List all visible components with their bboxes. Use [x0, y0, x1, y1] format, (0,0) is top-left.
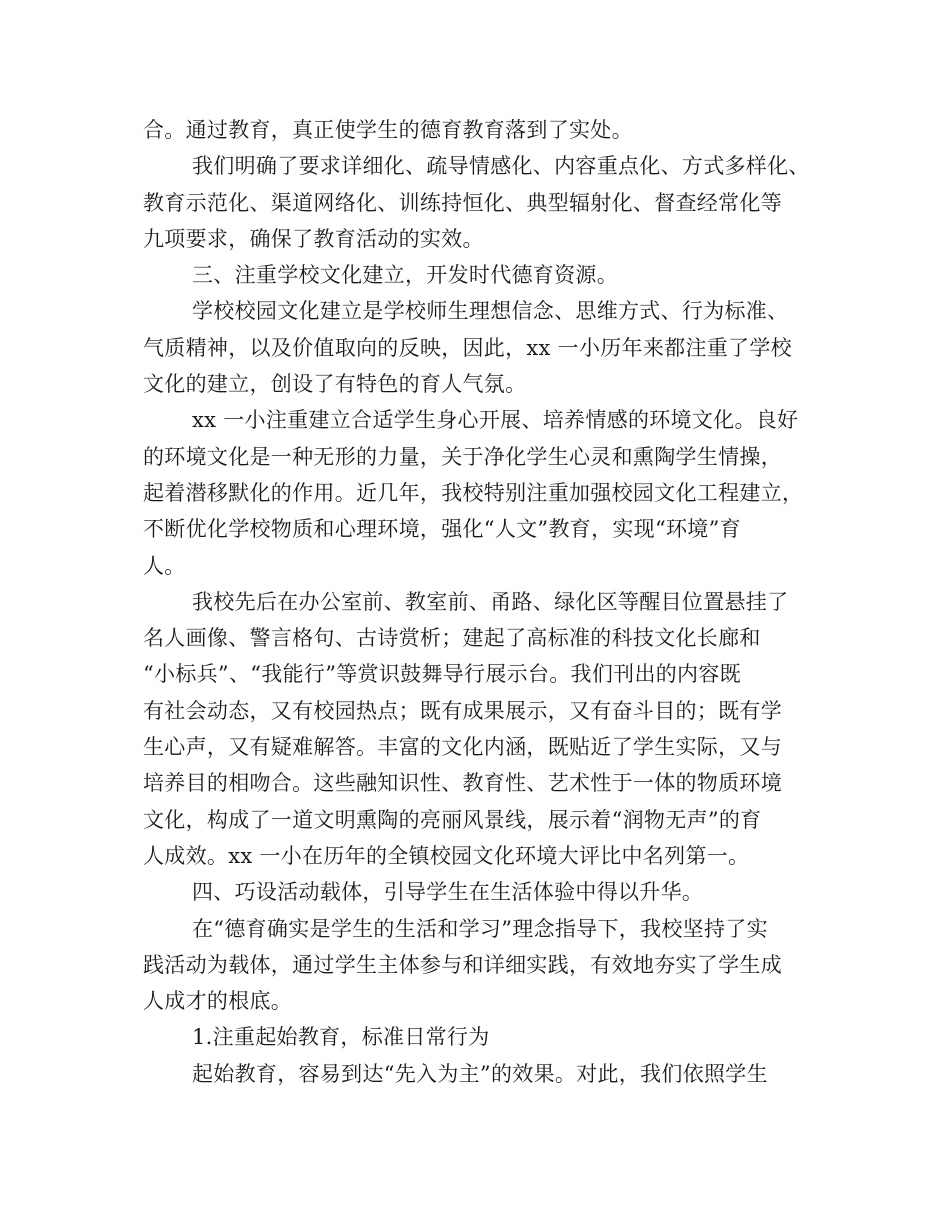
paragraph: [143, 148, 815, 257]
paragraph: [143, 911, 815, 1020]
subsection-heading: [143, 1019, 815, 1055]
text-line: 践活动为载体，通过学生主体参与和详细实践，有效地夯实了学生成: [143, 952, 782, 977]
text-line: 三、注重学校文化建立，开发时代德育资源。: [192, 263, 618, 288]
text-line: 合。通过教育，真正使学生的德育教育落到了实处。: [143, 118, 633, 142]
paragraph: [143, 112, 815, 148]
paragraph: [143, 293, 815, 402]
text-line: 文化的建立，创设了有特色的育人气氛。: [143, 372, 527, 397]
text-line: 培养目的相吻合。这些融知识性、教育性、艺术性于一体的物质环境: [143, 771, 782, 796]
text-line: 起始教育，容易到达“先入为主”的效果。对此，我们依照学生: [192, 1061, 768, 1086]
text-line: 的环境文化是一种无形的力量，关于净化学生心灵和熏陶学生情操，: [143, 444, 782, 469]
paragraph: [143, 1056, 815, 1092]
text-line: 文化，构成了一道文明熏陶的亮丽风景线，展示着“润物无声”的育: [143, 807, 762, 832]
text-line: “小标兵”、“我能行”等赏识鼓舞导行展示台。我们刊出的内容既: [143, 662, 741, 687]
text-line: 起着潜移默化的作用。近几年，我校特别注重加强校园文化工程建立，: [143, 480, 804, 505]
document-body: [143, 112, 815, 1092]
text-line: 我校先后在办公室前、教室前、甬路、绿化区等醒目位置悬挂了: [192, 589, 789, 614]
text-line: 名人画像、警言格句、古诗赏析；建起了高标准的科技文化长廊和: [143, 626, 761, 651]
section-heading: [143, 874, 815, 910]
paragraph: [143, 402, 815, 583]
text-line: 在“德育确实是学生的生活和学习”理念指导下，我校坚持了实: [192, 916, 768, 941]
text-line: xx 一小注重建立合适学生身心开展、培养情感的环境文化。良好: [192, 408, 799, 433]
text-line: 教育示范化、渠道网络化、训练持恒化、典型辐射化、督查经常化等: [143, 190, 782, 215]
text-line: 人。: [143, 553, 186, 578]
text-line: 九项要求，确保了教育活动的实效。: [143, 226, 484, 251]
text-line: 不断优化学校物质和心理环境，强化“人文”教育，实现“环境”育: [143, 517, 741, 542]
text-line: 气质精神，以及价值取向的反映，因此，xx 一小历年来都注重了学校: [143, 335, 792, 360]
section-heading: [143, 257, 815, 293]
text-line: 生心声，又有疑难解答。丰富的文化内涵，既贴近了学生实际，又与: [143, 735, 782, 760]
text-line: 学校校园文化建立是学校师生理想信念、思维方式、行为标准、: [192, 299, 789, 324]
text-line: 有社会动态，又有校园热点；既有成果展示，又有奋斗目的；既有学: [143, 698, 782, 723]
paragraph: [143, 584, 815, 874]
text-line: 1.注重起始教育，标准日常行为: [192, 1025, 490, 1050]
text-line: 四、巧设活动载体，引导学生在生活体验中得以升华。: [192, 880, 704, 905]
text-line: 我们明确了要求详细化、疏导情感化、内容重点化、方式多样化、: [192, 154, 810, 179]
text-line: 人成才的根底。: [143, 989, 293, 1014]
text-line: 人成效。xx 一小在历年的全镇校园文化环境大评比中名列第一。: [143, 843, 750, 868]
